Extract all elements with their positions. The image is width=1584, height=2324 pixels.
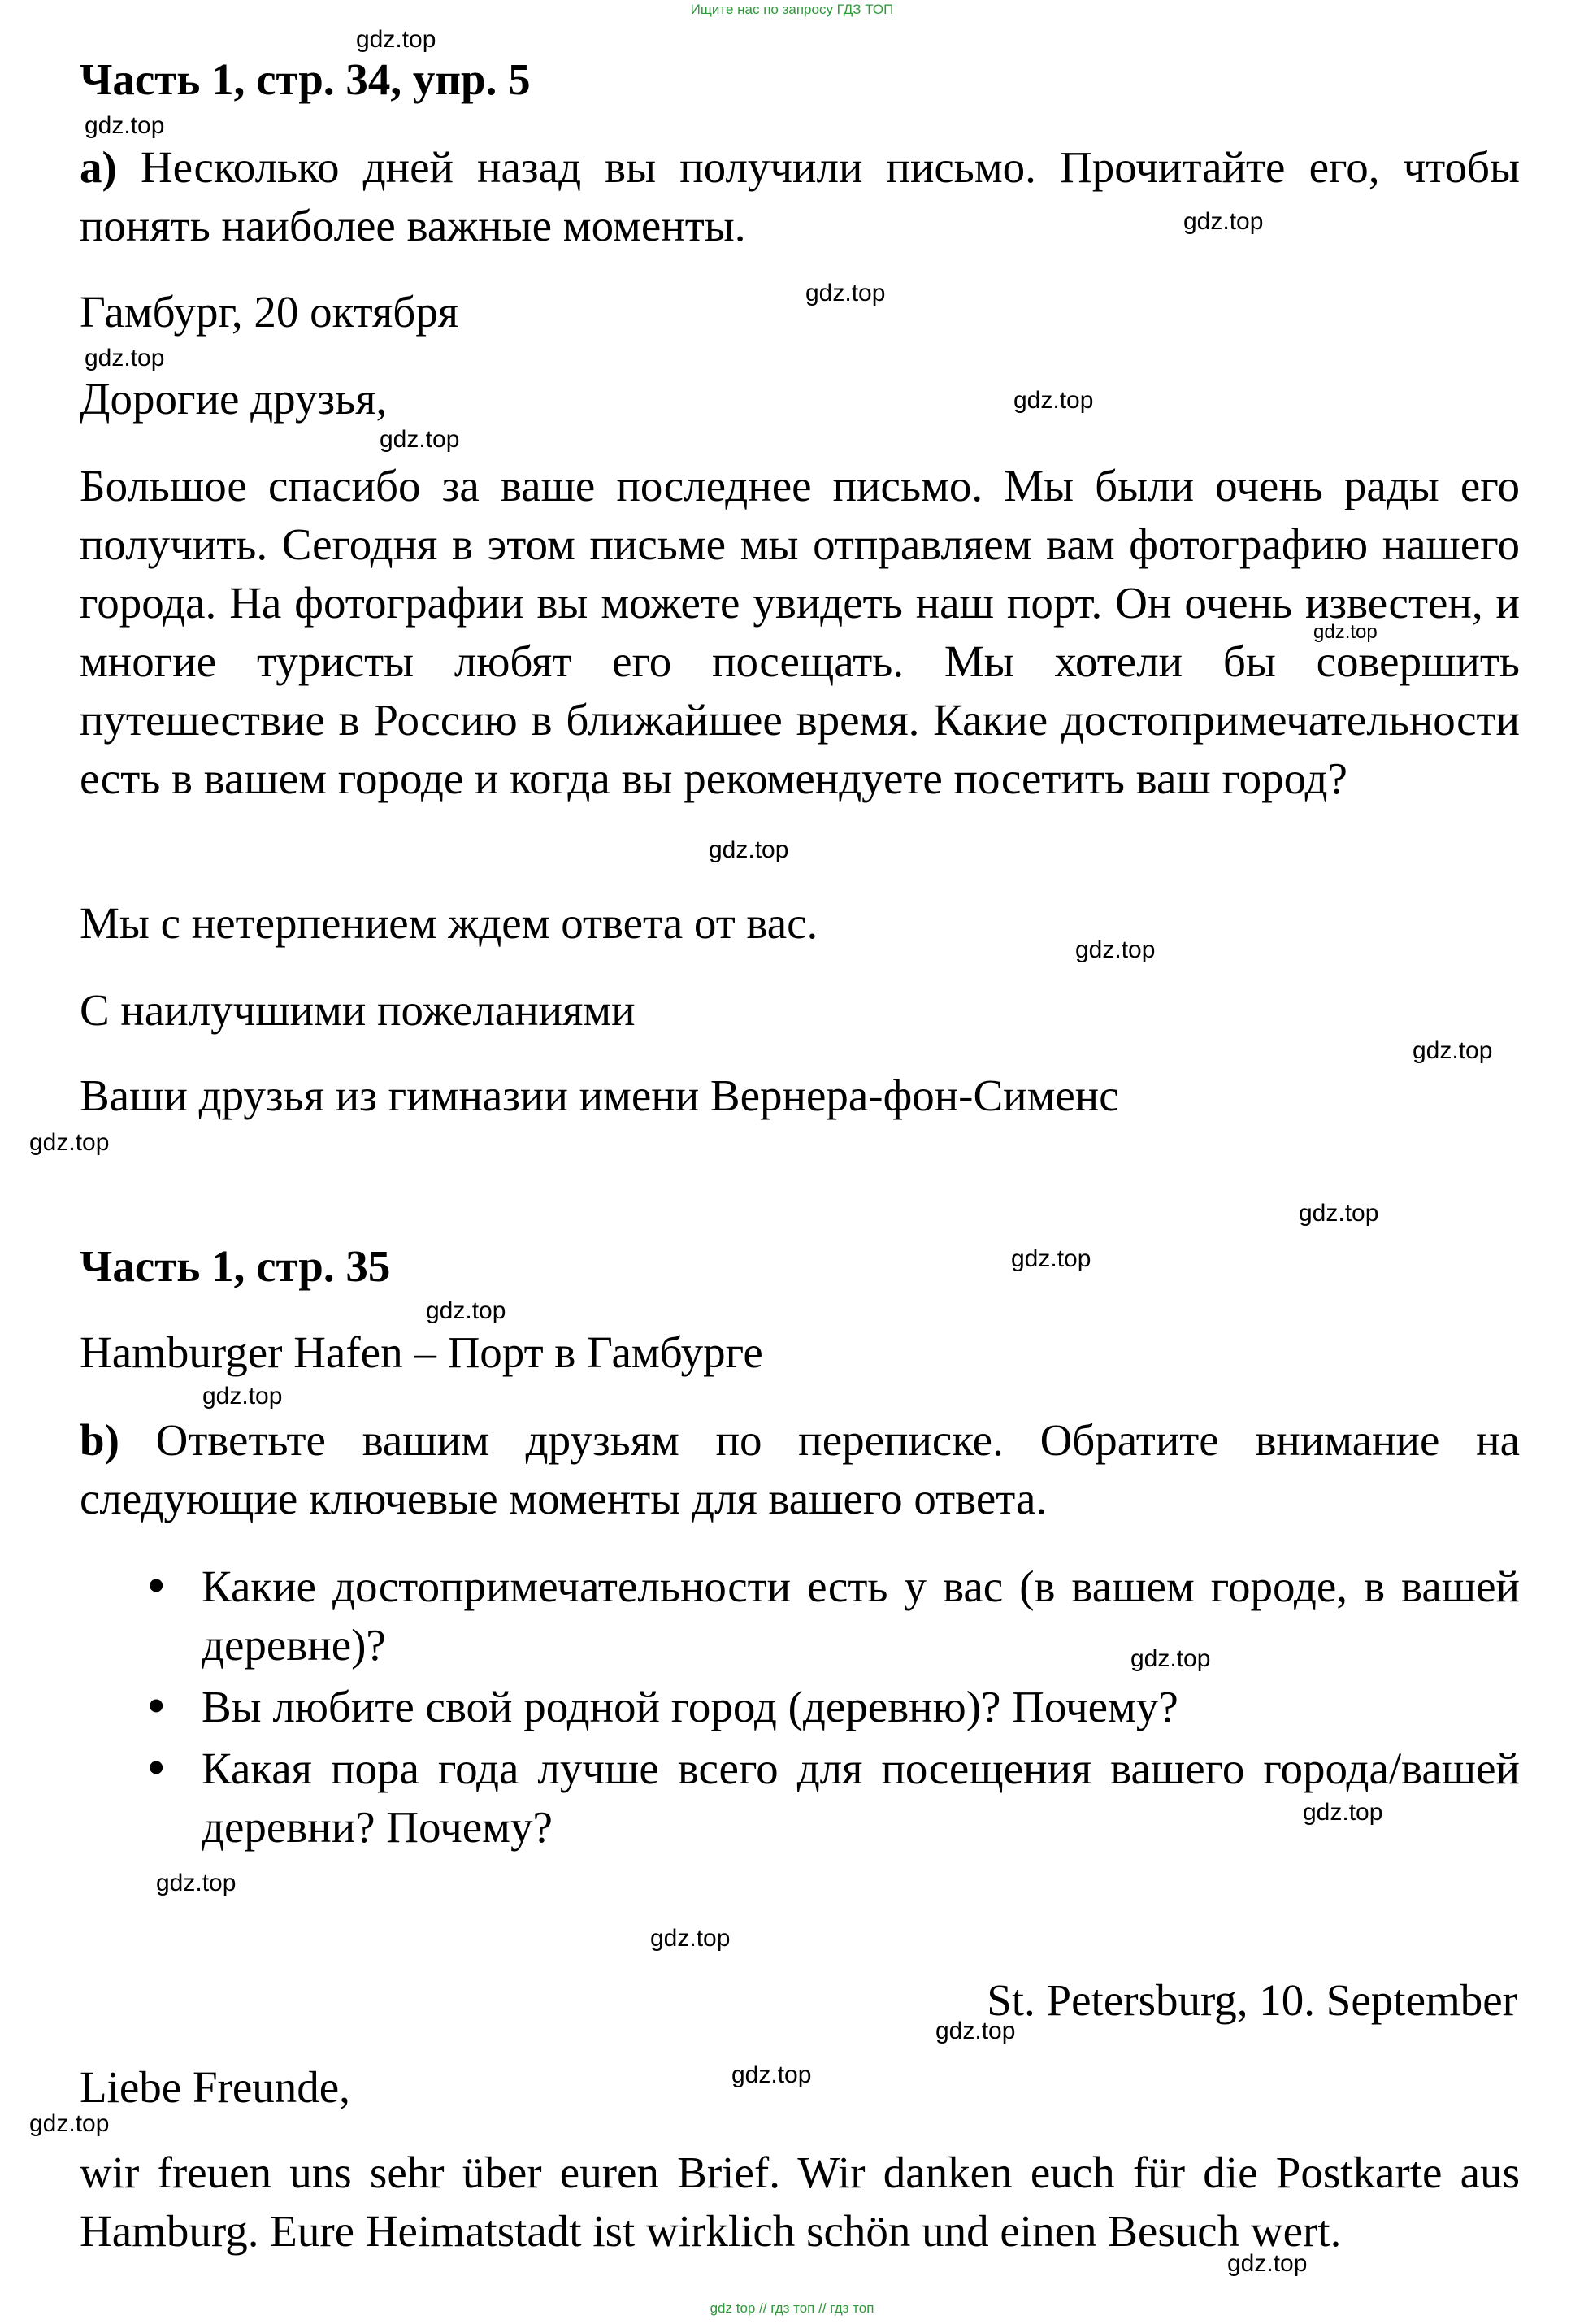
watermark: gdz.top (29, 1129, 110, 1156)
letter-date: Гамбург, 20 октября (80, 287, 459, 337)
watermark: gdz.top (1227, 2250, 1308, 2277)
watermark: gdz.top (1413, 1037, 1493, 1064)
reply-body: wir freuen uns sehr über euren Brief. Wir danken euch für die Postkarte aus Hamburg. Eure Heimatstadt ist wirklich schön und einen Besuch wert. (80, 2148, 1520, 2256)
list-item-text: Вы любите свой родной город (деревню)? Почему? (202, 1682, 1178, 1731)
task-b-text: Ответьте вашим друзьям по переписке. Обратите внимание на следующие ключевые моменты для вашего ответа. (80, 1415, 1520, 1523)
watermark: gdz.top (356, 26, 436, 53)
watermark: gdz.top (1130, 1645, 1211, 1672)
watermark: gdz.top (1013, 387, 1094, 414)
watermark: gdz.top (156, 1870, 237, 1896)
watermark: gdz.top (1299, 1200, 1379, 1227)
watermark: gdz.top (1313, 621, 1378, 643)
list-item-text: Какая пора года лучше всего для посещения вашего города/вашей деревни? Почему? (202, 1744, 1520, 1852)
watermark: gdz.top (709, 836, 789, 863)
section2-heading: Часть 1, стр. 35 (80, 1241, 391, 1291)
task-a-text: Несколько дней назад вы получили письмо. Прочитайте его, чтобы понять наиболее важные моменты. (80, 142, 1520, 250)
watermark: gdz.top (731, 2061, 812, 2088)
section2-subtitle: Hamburger Hafen – Порт в Гамбурге (80, 1327, 763, 1377)
watermark: gdz.top (650, 1925, 731, 1952)
watermark: gdz.top (29, 2110, 110, 2137)
task-b-label: b) (80, 1415, 119, 1465)
watermark: gdz.top (426, 1297, 506, 1324)
watermark: gdz.top (1303, 1799, 1383, 1826)
letter-closing-2: С наилучшими пожеланиями (80, 985, 636, 1035)
watermark: gdz.top (805, 280, 886, 306)
watermark: gdz.top (1075, 936, 1156, 963)
section1-heading: Часть 1, стр. 34, упр. 5 (80, 54, 531, 104)
section1-task (80, 138, 1520, 255)
bullet-icon: • (143, 1681, 170, 1733)
bottom-banner: gdz top // гдз топ // гдз топ (710, 2300, 874, 2316)
watermark: gdz.top (1183, 208, 1264, 235)
reply-date: St. Petersburg, 10. September (987, 1975, 1517, 2025)
letter-signature: Ваши друзья из гимназии имени Вернера-фон-Сименс (80, 1071, 1119, 1120)
bullet-icon: • (143, 1743, 170, 1795)
watermark: gdz.top (85, 345, 165, 371)
list-item (80, 1678, 1520, 1736)
top-banner: Ищите нас по запросу ГДЗ ТОП (690, 2, 894, 17)
task-a-label: a) (80, 142, 117, 192)
watermark: gdz.top (380, 426, 460, 453)
list-item (80, 1557, 1520, 1675)
letter-closing-1: Мы с нетерпением ждем ответа от вас. (80, 898, 818, 948)
bullet-icon: • (143, 1561, 170, 1613)
watermark: gdz.top (85, 112, 165, 139)
list-item-text: Какие достопримечательности есть у вас (в вашем городе, в вашей деревне)? (202, 1562, 1520, 1670)
reply-salutation: Liebe Freunde, (80, 2062, 350, 2112)
section2-task (80, 1411, 1520, 1528)
watermark: gdz.top (935, 2018, 1016, 2044)
watermark: gdz.top (1011, 1245, 1091, 1272)
letter-salutation: Дорогие друзья, (80, 374, 388, 424)
letter-body: Большое спасибо за ваше последнее письмо. Мы были очень рады его получить. Сегодня в этом письме мы отправляем вам фотографию нашего города. На фотографии вы можете увидеть наш порт. Он очень известен, и многие туристы любят его посещать. Мы хотели бы совершить путешествие в Россию в ближайшее время. Какие достопримечательности есть в вашем городе и когда вы рекомендуете посетить ваш город? (80, 461, 1520, 803)
watermark: gdz.top (202, 1383, 283, 1410)
list-item (80, 1740, 1520, 1857)
